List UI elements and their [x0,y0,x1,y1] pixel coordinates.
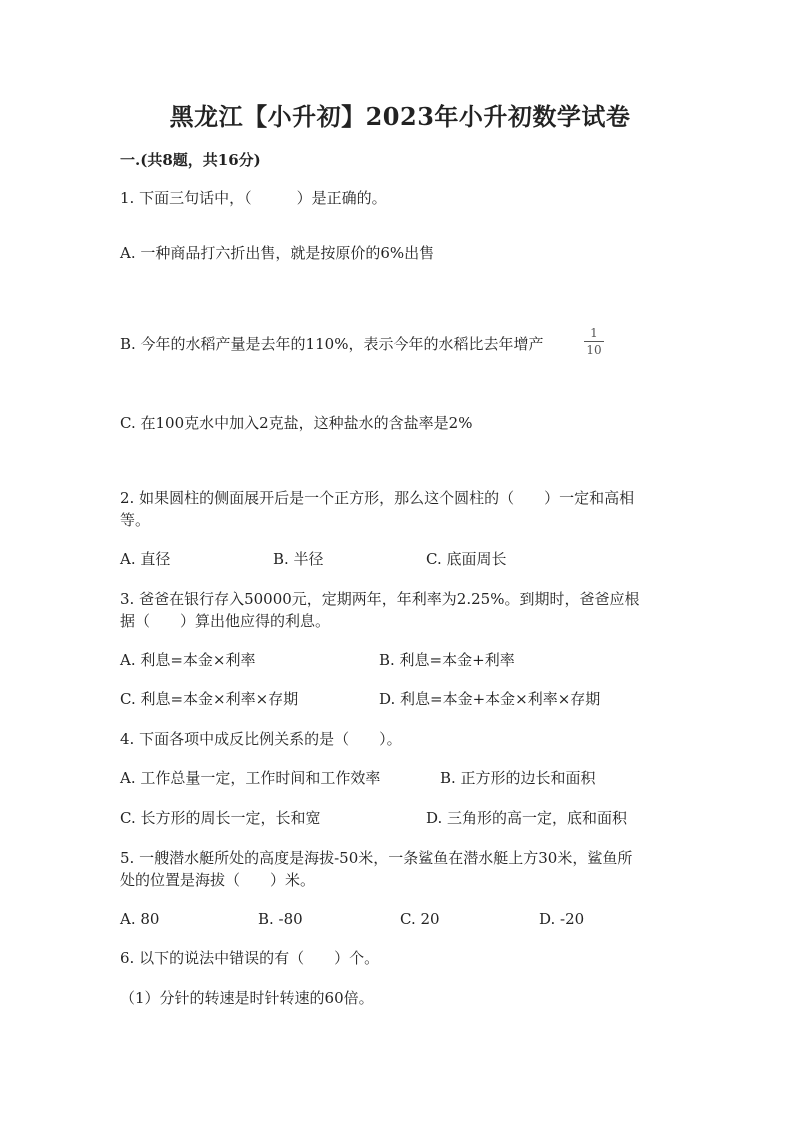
page-title: 黑龙江【小升初】2023年小升初数学试卷 [169,102,631,131]
q4-option-a: A. 工作总量一定，工作时间和工作效率 [120,769,381,787]
q3-option-b: B. 利息=本金+利率 [379,651,515,669]
q5-stem-line1: 5. 一艘潜水艇所处的高度是海拔-50米，一条鲨鱼在潜水艇上方30米，鲨鱼所 [120,849,633,867]
q1-fraction [584,326,604,357]
q2-option-a: A. 直径 [120,550,171,568]
q5-option-d: D. -20 [539,910,585,928]
q3-option-c: C. 利息=本金×利率×存期 [120,690,299,708]
q4-option-b: B. 正方形的边长和面积 [440,769,596,787]
q2-option-b: B. 半径 [273,550,324,568]
q2-option-c: C. 底面周长 [426,550,507,568]
q5-stem-line2: 处的位置是海拔（ ）米。 [120,871,316,889]
fraction-numerator: 1 [584,326,604,342]
fraction-denominator: 10 [586,343,602,357]
q1-option-c: C. 在100克水中加入2克盐，这种盐水的含盐率是2% [120,414,473,432]
q5-option-b: B. -80 [258,910,303,928]
q3-stem-line1: 3. 爸爸在银行存入50000元，定期两年，年利率为2.25%。到期时，爸爸应根 [120,590,640,608]
q6-stem: 6. 以下的说法中错误的有（ ）个。 [120,949,380,967]
q3-option-d: D. 利息=本金+本金×利率×存期 [379,690,601,708]
q1-stem: 1. 下面三句话中，（ ）是正确的。 [120,189,387,207]
q1-option-a: A. 一种商品打六折出售，就是按原价的6%出售 [120,244,435,262]
q4-option-d: D. 三角形的高一定，底和面积 [426,809,628,827]
q2-stem-line1: 2. 如果圆柱的侧面展开后是一个正方形，那么这个圆柱的（ ）一定和高相 [120,489,635,507]
q3-option-a: A. 利息=本金×利率 [120,651,256,669]
q1-option-b: B. 今年的水稻产量是去年的110%，表示今年的水稻比去年增产 [120,335,544,353]
q6-statement-1: （1）分针的转速是时针转速的60倍。 [120,989,374,1007]
q5-option-a: A. 80 [120,910,160,928]
q2-stem-line2: 等。 [120,511,151,529]
q4-option-c: C. 长方形的周长一定，长和宽 [120,809,321,827]
q5-option-c: C. 20 [400,910,440,928]
section-heading: 一.(共8题，共16分) [120,151,261,169]
q4-stem: 4. 下面各项中成反比例关系的是（ ）。 [120,730,402,748]
q3-stem-line2: 据（ ）算出他应得的利息。 [120,612,331,630]
